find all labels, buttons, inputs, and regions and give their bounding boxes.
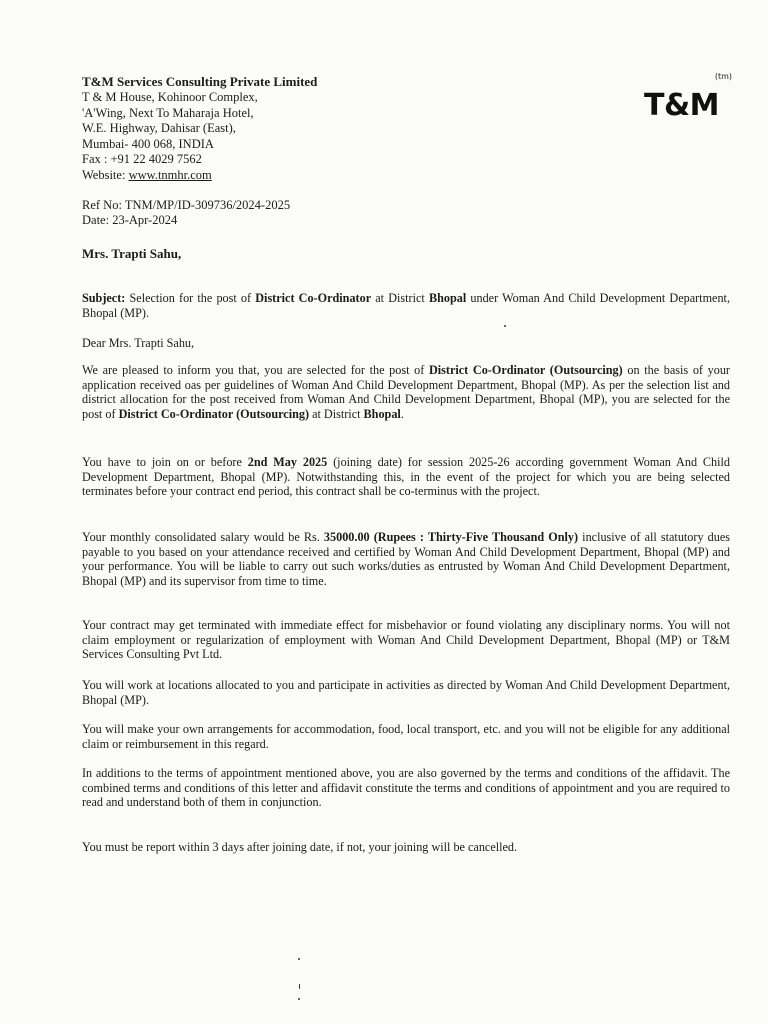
paragraph-text: You have to join on or before [82, 455, 248, 469]
reference-number: Ref No: TNM/MP/ID-309736/2024-2025 [82, 198, 291, 212]
stray-mark [298, 998, 300, 1000]
subject-district: Bhopal [428, 291, 467, 305]
paragraph-text: Your monthly consolidated salary would be Rs. [82, 530, 324, 544]
paragraph-affidavit: In additions to the terms of appointment mentioned above, you are also governed by the terms and conditions of the affidavit. The combined terms and conditions of this letter and affidavit constitute the terms and conditions of appointment and you are required to read and understand both of them in conjunction. [82, 766, 730, 810]
paragraph-salary [82, 530, 730, 588]
subject-line [82, 291, 730, 320]
stray-mark [299, 984, 300, 989]
company-logo [644, 72, 732, 132]
logo-text: T&M [644, 88, 719, 123]
subject-text: Selection for the post of [125, 291, 256, 305]
company-name: T&M Services Consulting Private Limited [82, 74, 318, 89]
fax-line: Fax : +91 22 4029 7562 [82, 152, 202, 167]
paragraph-text: (joining date) for session 2025-26 according government Woman And Child Development Department, Bhopal (MP). Notwithstanding this, in the event of the project for which you are being selected terminates before your contract end period, this contract shall be co-terminus with the project. [82, 455, 730, 499]
paragraph-text: inclusive of all statutory dues payable to you based on your attendance received and certified by Woman And Child Development Department, Bhopal (MP) and your performance. You will be liable to carry out such works/duties as entrusted by Woman And Child Development Department, Bhopal (MP) and its supervisor from time to time. [82, 530, 731, 588]
salary-amount: 35000.00 (Rupees : Thirty-Five Thousand Only) [323, 530, 579, 544]
address-line: T & M House, Kohinoor Complex, [82, 90, 258, 104]
subject-post: District Co-Ordinator [255, 291, 372, 305]
subject-text: at District [371, 291, 429, 305]
paragraph-locations: You will work at locations allocated to you and participate in activities as directed by Woman And Child Development Department, Bhopal (MP). [82, 678, 730, 707]
letter-date: Date: 23-Apr-2024 [82, 213, 178, 227]
joining-date: 2nd May 2025 [247, 455, 328, 469]
address-line: 'A'Wing, Next To Maharaja Hotel, [82, 105, 254, 120]
paragraph-text: . [400, 406, 404, 421]
address-line: W.E. Highway, Dahisar (East), [82, 121, 236, 136]
post-title: District Co-Ordinator (Outsourcing) [118, 406, 310, 421]
website-link[interactable]: www.tnmhr.com [128, 167, 212, 182]
recipient-name: Mrs. Trapti Sahu, [82, 246, 182, 261]
district-name: Bhopal [363, 406, 401, 421]
website-line [82, 168, 502, 184]
address-line: Mumbai- 400 068, INDIA [82, 136, 214, 151]
paragraph-text: on the basis of your application received oas per guidelines of Woman And Child Development Department, Bhopal (MP). As per the selection list and district allocation for the post received from Woman And Child Development Department, Bhopal (MP), you are selected for the post of [82, 363, 730, 421]
company-header [82, 74, 502, 184]
post-title: District Co-Ordinator (Outsourcing) [428, 363, 623, 377]
stray-mark [504, 325, 506, 327]
website-label: Website: [82, 167, 129, 182]
paragraph-joining [82, 455, 730, 499]
subject-text: under Woman And Child Development Department, Bhopal (MP). [82, 291, 730, 320]
paragraph-text: We are pleased to inform you that, you are selected for the post of [82, 363, 429, 377]
reference-block [82, 198, 290, 228]
paragraph-arrangements: You will make your own arrangements for accommodation, food, local transport, etc. and you will not be eligible for any additional claim or reimbursement in this regard. [82, 722, 730, 751]
trademark-mark: (tm) [714, 72, 732, 81]
subject-label: Subject: [82, 291, 126, 305]
paragraph-selection [82, 363, 730, 421]
paragraph-reporting: You must be report within 3 days after joining date, if not, your joining will be cancelled. [82, 840, 518, 854]
paragraph-text: at District [309, 406, 364, 421]
stray-mark [298, 958, 300, 960]
paragraph-termination: Your contract may get terminated with immediate effect for misbehavior or found violating any disciplinary norms. You will not claim employment or regularization of employment with Woman And Child Development Department, Bhopal (MP) or T&M Services Consulting Pvt Ltd. [82, 618, 730, 662]
salutation: Dear Mrs. Trapti Sahu, [82, 336, 195, 350]
